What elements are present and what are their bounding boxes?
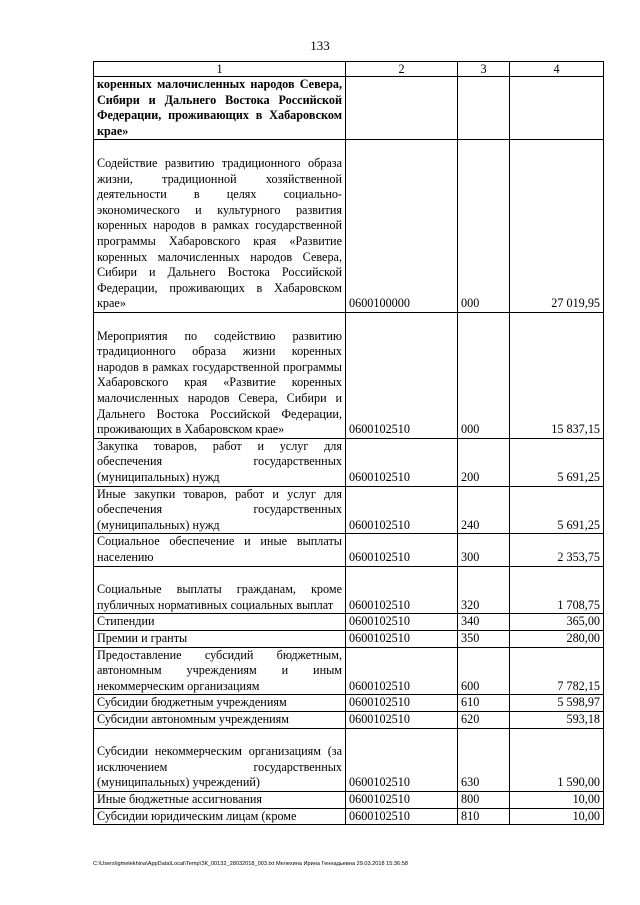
row-name-cell: Субсидии юридическим лицам (кроме	[94, 808, 346, 825]
row-sum-cell: 2 353,75	[510, 534, 604, 566]
row-sum-cell: 1 590,00	[510, 728, 604, 791]
table-row	[94, 728, 604, 791]
table-row	[94, 438, 604, 486]
row-code-cell	[346, 77, 458, 140]
row-code-cell: 0600102510	[346, 312, 458, 438]
row-vr-cell: 000	[458, 312, 510, 438]
table-row	[94, 77, 604, 140]
table-row	[94, 647, 604, 695]
row-sum-cell: 1 708,75	[510, 566, 604, 614]
row-sum-cell: 593,18	[510, 711, 604, 728]
row-vr-cell: 340	[458, 614, 510, 631]
row-name-cell: Мероприятия по содействию развитию традиционного образа жизни коренных народов в рамках государственной программы Хабаровского края «Развитие коренных малочисленных народов Севера, Сибири и Дальнего Востока Российской Федерации, проживающих в Хабаровском крае»	[94, 312, 346, 438]
page-number: 133	[310, 38, 330, 53]
row-vr-cell: 610	[458, 695, 510, 712]
row-code-cell: 0600102510	[346, 630, 458, 647]
table-row	[94, 808, 604, 825]
row-sum-cell: 280,00	[510, 630, 604, 647]
row-name-cell: Социальное обеспечение и иные выплаты населению	[94, 534, 346, 566]
row-name-cell: Субсидии некоммерческим организациям (за исключением государственных (муниципальных) учреждений)	[94, 728, 346, 791]
row-name-cell: Закупка товаров, работ и услуг для обеспечения государственных (муниципальных) нужд	[94, 438, 346, 486]
row-name-cell: Премии и гранты	[94, 630, 346, 647]
row-name-cell: Субсидии автономным учреждениям	[94, 711, 346, 728]
row-vr-cell: 320	[458, 566, 510, 614]
row-name-cell: Содействие развитию традиционного образа жизни, традиционной хозяйственной деятельности в целях социально-экономического и культурного развития коренных народов в рамках государственной программы Хабаровского края «Развитие коренных малочисленных народов Севера, Сибири и Дальнего Востока Российской Федерации, проживающих в Хабаровском крае»	[94, 140, 346, 313]
table-header-row	[94, 62, 604, 77]
table-row	[94, 630, 604, 647]
row-sum-cell: 365,00	[510, 614, 604, 631]
header-col-sum: 4	[510, 62, 604, 77]
table-row	[94, 614, 604, 631]
row-name-cell: Иные бюджетные ассигнования	[94, 791, 346, 808]
row-vr-cell	[458, 77, 510, 140]
row-vr-cell: 000	[458, 140, 510, 313]
row-code-cell: 0600102510	[346, 808, 458, 825]
header-col-code: 2	[346, 62, 458, 77]
row-code-cell: 0600102510	[346, 438, 458, 486]
row-vr-cell: 200	[458, 438, 510, 486]
row-sum-cell: 27 019,95	[510, 140, 604, 313]
header-col-name: 1	[94, 62, 346, 77]
row-name-cell: Стипендии	[94, 614, 346, 631]
table-row	[94, 140, 604, 313]
row-code-cell: 0600102510	[346, 728, 458, 791]
row-code-cell: 0600102510	[346, 711, 458, 728]
row-code-cell: 0600102510	[346, 695, 458, 712]
row-vr-cell: 300	[458, 534, 510, 566]
table-row	[94, 791, 604, 808]
budget-table-body	[94, 62, 604, 825]
row-sum-cell: 10,00	[510, 808, 604, 825]
row-name-cell: Иные закупки товаров, работ и услуг для обеспечения государственных (муниципальных) нужд	[94, 486, 346, 534]
row-vr-cell: 620	[458, 711, 510, 728]
budget-table	[93, 61, 604, 825]
row-code-cell: 0600100000	[346, 140, 458, 313]
table-row	[94, 486, 604, 534]
row-vr-cell: 240	[458, 486, 510, 534]
row-code-cell: 0600102510	[346, 614, 458, 631]
row-vr-cell: 350	[458, 630, 510, 647]
row-vr-cell: 600	[458, 647, 510, 695]
row-vr-cell: 800	[458, 791, 510, 808]
row-code-cell: 0600102510	[346, 534, 458, 566]
row-sum-cell: 15 837,15	[510, 312, 604, 438]
table-row	[94, 695, 604, 712]
row-sum-cell	[510, 77, 604, 140]
row-sum-cell: 10,00	[510, 791, 604, 808]
table-row	[94, 312, 604, 438]
file-path-footer: C:\Users\igmelekhina\AppData\Local\Temp\ЗК_00132_28032018_003.txt Мелехина Ирина Геннадьевна 29.03.2018 15:36:58	[93, 861, 408, 867]
row-sum-cell: 5 691,25	[510, 438, 604, 486]
row-vr-cell: 810	[458, 808, 510, 825]
header-col-vr: 3	[458, 62, 510, 77]
row-name-cell: коренных малочисленных народов Севера, Сибири и Дальнего Востока Российской Федерации, проживающих в Хабаровском крае»	[94, 77, 346, 140]
row-sum-cell: 7 782,15	[510, 647, 604, 695]
row-code-cell: 0600102510	[346, 566, 458, 614]
table-row	[94, 566, 604, 614]
table-row	[94, 711, 604, 728]
row-code-cell: 0600102510	[346, 486, 458, 534]
table-row	[94, 534, 604, 566]
row-code-cell: 0600102510	[346, 647, 458, 695]
row-sum-cell: 5 691,25	[510, 486, 604, 534]
row-code-cell: 0600102510	[346, 791, 458, 808]
row-name-cell: Предоставление субсидий бюджетным, автономным учреждениям и иным некоммерческим организациям	[94, 647, 346, 695]
row-vr-cell: 630	[458, 728, 510, 791]
row-name-cell: Социальные выплаты гражданам, кроме публичных нормативных социальных выплат	[94, 566, 346, 614]
row-sum-cell: 5 598,97	[510, 695, 604, 712]
row-name-cell: Субсидии бюджетным учреждениям	[94, 695, 346, 712]
